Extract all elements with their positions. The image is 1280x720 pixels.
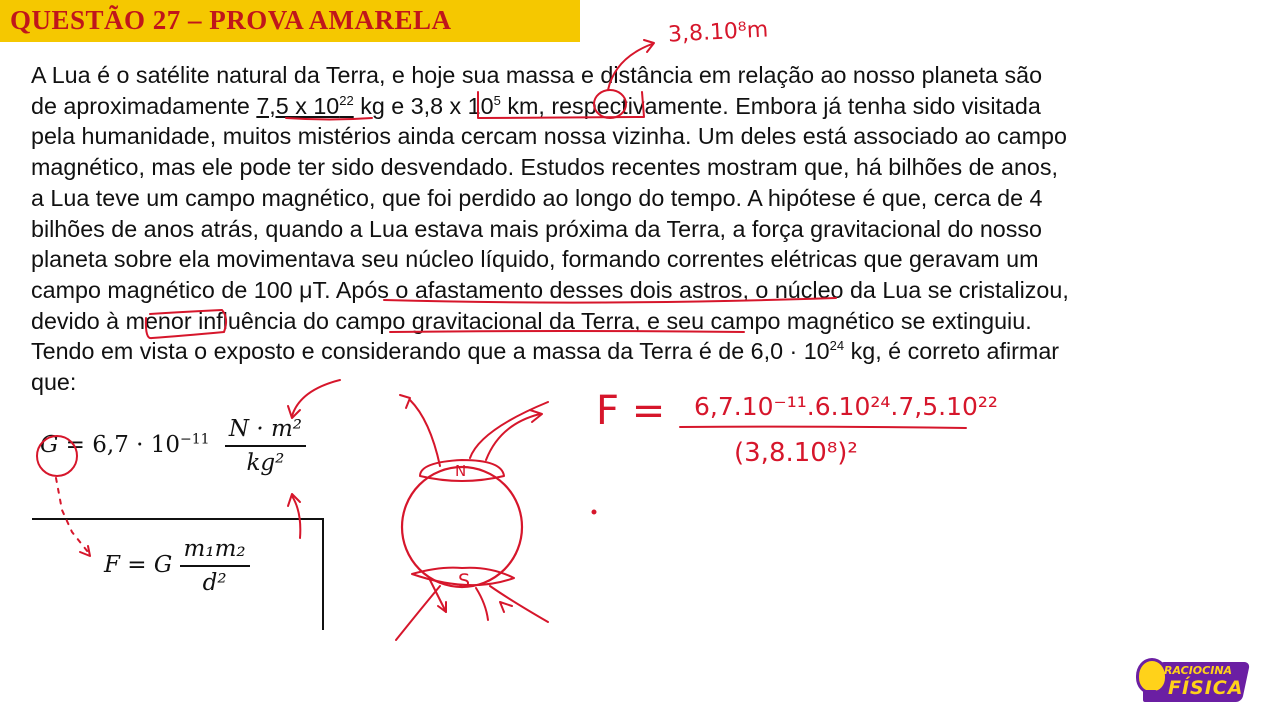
lightbulb-base-icon [1143,690,1157,702]
g-exponent: −11 [180,431,210,448]
unit-arrow-bottom [292,496,300,538]
field-line [476,588,488,620]
force-fraction [180,536,250,596]
calc-denominator: (3,8.10⁸)² [734,438,858,468]
title-banner [0,0,580,42]
calc-lhs: F = [596,388,666,434]
force-numerator: m₁m₂ [180,536,250,567]
calc-fraction-bar [680,427,966,428]
calc-numerator: 6,7.10⁻¹¹.6.10²⁴.7,5.10²² [694,392,998,421]
force-denominator: d² [202,570,227,596]
field-line [486,414,540,460]
question-line: a Lua teve um campo magnético, que foi perdido ao longo do tempo. A hipótese é que, cerca de 4 [31,184,1043,211]
earth-mass: $6,0 \cdot 10^{24}$ [750,338,845,365]
g-unit-fraction [225,416,306,476]
g-dotted-arrow [56,478,88,552]
moon-mass: 7,5 x $10^{22}$ [256,92,354,119]
question-line: pela humanidade, muitos mistérios ainda cercam nossa vizinha. Um deles está associado ao campo [31,123,1067,150]
question-line: A Lua é o satélite natural da Terra, e hoje sua massa e distância em relação ao nosso planeta são [31,62,1043,88]
distance-meters-note: 3,8.10⁸m [667,17,769,48]
gravitation-law-formula [104,536,250,596]
highlight-menor: menor [125,307,192,334]
moon-sphere [402,467,522,587]
question-line: bilhões de anos atrás, quando a Lua estava mais próxima da Terra, a força gravitacional do nosso [31,215,1043,242]
logo-line1: RACIOCINA [1164,664,1233,677]
field-line [396,586,440,640]
g-symbol: G [40,432,59,458]
formula-box-right-border [322,518,324,630]
g-value: = 6,7 · 10 [58,432,181,458]
north-pole-label: N [455,462,467,480]
south-pole-label: S [458,570,471,592]
stray-dot [593,511,596,514]
field-line [490,586,548,622]
g-unit-denominator: kg² [246,450,285,476]
field-line [430,580,446,612]
question-line: de aproximadamente 7,5 x $10^{22}$ kg e 3,8 x $10^5$ km, respectivamente. Embora já tenha sido visitada [31,92,1041,119]
g-unit-numerator: N · m² [225,416,306,447]
formula-box-top-border [32,518,324,520]
question-line: campo magnético de 100 μT. Após o afastamento desses dois astros, o núcleo da Lua se cristalizou, [31,276,1069,303]
channel-logo [1136,656,1248,708]
question-line: magnético, mas ele pode ter sido desvendado. Estudos recentes mostram que, há bilhões de anos, [31,154,1058,181]
question-text [31,60,1217,398]
field-line [410,400,440,466]
highlight-separation: Após o afastamento desses dois astros [335,276,743,303]
question-line: Tendo em vista o exposto e considerando que a massa da Terra é de $6,0 \cdot 10^{24}$ kg, é correto afirmar [31,338,1060,365]
gravitational-constant-formula [40,416,306,476]
distance-unit: km [507,92,539,119]
field-line [470,402,548,458]
question-line: planeta sobre ela movimentava seu núcleo líquido, formando correntes elétricas que geravam um [31,246,1039,273]
logo-line2: FÍSICA [1168,677,1244,699]
moon-distance: 3,8 x $10^5$ km [410,92,539,119]
question-title: QUESTÃO 27 – PROVA AMARELA [10,5,452,35]
highlight-gravitational-field: campo gravitacional da Terra [335,307,635,334]
force-lhs: F = G [104,552,173,578]
question-line: que: [31,369,77,396]
question-line: devido à menor influência do campo gravitacional da Terra, e seu campo magnético se extinguiu. [31,307,1032,334]
